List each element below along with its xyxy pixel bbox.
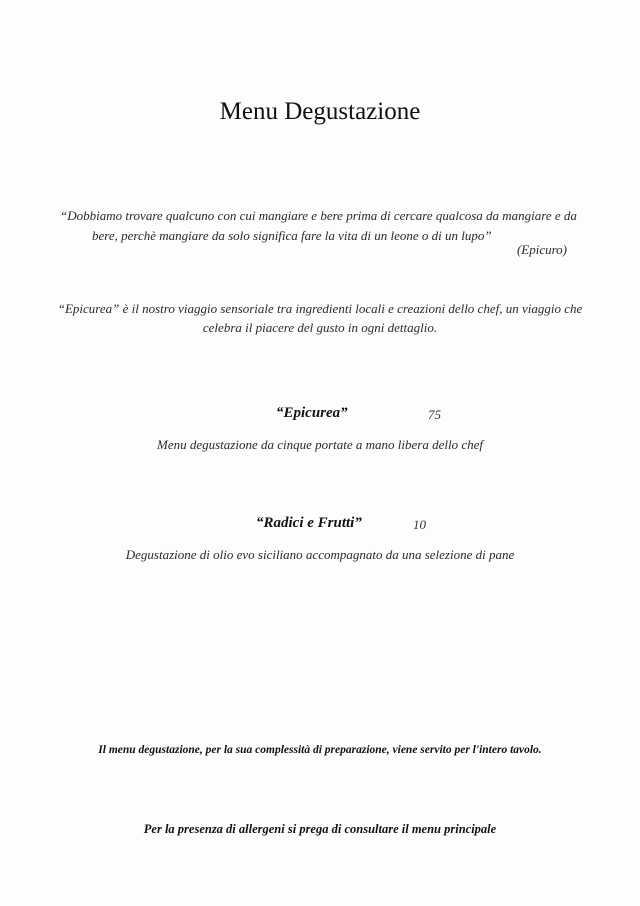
quote-line-1: “Dobbiamo trovare qualcuno con cui mangiare e bere prima di cercare qualcosa da mangiare e da — [60, 208, 577, 223]
quote-line-2: bere, perchè mangiare da solo significa fare la vita di un leone o di un lupo” — [92, 228, 492, 243]
intro-text — [40, 299, 600, 337]
menu-item-name-radici-e-frutti: “Radici e Frutti” — [256, 515, 362, 531]
epicurus-quote — [60, 206, 580, 246]
service-note: Il menu degustazione, per la sua complessità di preparazione, viene servito per l'intero tavolo. — [98, 744, 542, 756]
menu-item-description-radici-e-frutti: Degustazione di olio evo siciliano accompagnato da una selezione di pane — [125, 547, 515, 562]
quote-author: (Epicuro) — [516, 242, 567, 257]
allergens-note: Per la presenza di allergeni si prega di consultare il menu principale — [143, 822, 497, 836]
menu-item-description-epicurea: Menu degustazione da cinque portate a mano libera dello chef — [156, 437, 484, 452]
intro-line-2: celebra il piacere del gusto in ogni dettaglio. — [202, 320, 438, 335]
page-title: Menu Degustazione — [219, 98, 421, 125]
menu-item-price-epicurea: 75 — [428, 407, 441, 422]
intro-line-1: “Epicurea” è il nostro viaggio sensoriale tra ingredienti locali e creazioni dello chef, un viaggio che — [57, 301, 583, 316]
menu-item-price-radici-e-frutti: 10 — [413, 517, 426, 532]
menu-item-name-epicurea: “Epicurea” — [276, 405, 348, 421]
